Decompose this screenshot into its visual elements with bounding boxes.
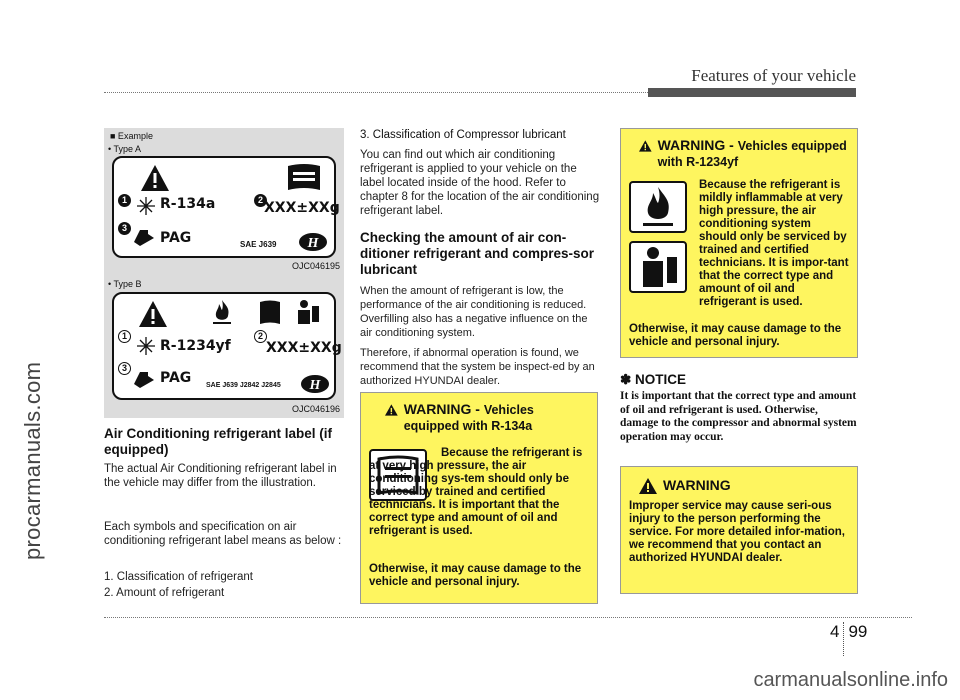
label-a-oil: PAG (160, 230, 192, 246)
notice-title: ✽ NOTICE (620, 372, 687, 387)
warning-title-rest: Vehicles equipped with R-1234yf (657, 139, 847, 169)
header-bar (648, 88, 856, 97)
section-title-refrigerant-label: Air Conditioning refrigerant label (if equipped) (104, 426, 333, 457)
chapter-number: 4 (830, 622, 840, 641)
technician-icon (294, 298, 322, 326)
refrigerant-star-icon (136, 196, 156, 216)
label-number-2: 2 (254, 194, 267, 207)
oil-can-icon (132, 370, 158, 390)
warning-triangle-icon (639, 138, 652, 154)
label-b-refrigerant: R-1234yf (160, 338, 231, 354)
label-number-3: 3 (118, 362, 131, 375)
warning-title-bold: WARNING - (657, 137, 734, 153)
warning-consequence-r134a: Otherwise, it may cause damage to the vehicle and personal injury. (369, 563, 582, 588)
warning-title: WARNING (663, 477, 731, 493)
svg-text:H: H (309, 378, 321, 393)
warning-box-r134a (360, 392, 598, 604)
warning-body-r1234yf: Because the refrigerant is mildly inflammable at very high pressure, the air conditioning system should only be serviced by trained and certified technicians. It is impor-tant that the correct type and amount of oil and refrigerant is used. (699, 179, 849, 308)
warning-triangle-icon (138, 300, 168, 328)
svg-text:H: H (307, 236, 319, 251)
label-a-refrigerant: R-134a (160, 196, 216, 212)
label-number-2: 2 (254, 330, 267, 343)
label-b-amount: XXX±XXg (266, 340, 342, 356)
warning-box-service (620, 466, 858, 594)
list-item-3: 3. Classification of Compressor lubricant (360, 129, 566, 141)
hyundai-logo-icon (300, 374, 330, 394)
column-two (360, 128, 600, 388)
footer-divider (104, 617, 912, 618)
warning-heading (369, 401, 589, 433)
warning-consequence-r1234yf: Otherwise, it may cause damage to the vehicle and personal injury. (629, 323, 842, 348)
figure-code-a: OJC046195 (291, 261, 340, 271)
hyundai-logo-icon (298, 232, 328, 252)
warning-heading (629, 137, 849, 169)
type-b-caption: • Type B (108, 279, 142, 289)
flame-pictogram (629, 181, 687, 233)
section-title-checking: Checking the amount of air con-ditioner refrigerant and compres-sor lubricant (360, 230, 595, 277)
paragraph-label-differ: The actual Air Conditioning refrigerant label in the vehicle may differ from the illustration. (104, 463, 337, 489)
list-item-1: 1. Classification of refrigerant (104, 571, 253, 583)
notice-body: It is important that the correct type and amount of oil and refrigerant is used. Otherwise, damage to the compressor and abnormal system operation may occur. (620, 390, 857, 443)
list-item-2: 2. Amount of refrigerant (104, 587, 225, 599)
manual-book-icon (258, 298, 282, 326)
warning-triangle-icon (385, 402, 398, 418)
type-a-caption: • Type A (108, 144, 142, 154)
warning-title-bold: WARNING - (403, 401, 480, 417)
technician-icon (631, 243, 685, 291)
warning-body-service: Improper service may cause seri-ous injury to the person performing the service. For more detailed infor-mation, we recommend that you contact an authorized HYUNDAI dealer. (629, 500, 845, 564)
page-number (830, 622, 867, 656)
manual-book-icon (286, 162, 322, 192)
header-title: Features of your vehicle (691, 66, 856, 85)
label-number-3: 3 (118, 222, 131, 235)
flame-icon (210, 298, 234, 326)
oil-can-icon (132, 228, 158, 248)
warning-title-rest: Vehicles equipped with R-134a (403, 403, 534, 433)
warning-triangle-icon (639, 478, 657, 494)
paragraph-abnormal: Therefore, if abnormal operation is found, we recommend that the system be inspect-ed by an authorized HYUNDAI dealer. (360, 347, 595, 387)
warning-triangle-icon (140, 164, 170, 192)
side-watermark[interactable]: procarmanuals.com (20, 361, 45, 560)
refrigerant-star-icon (136, 336, 156, 356)
page-number-value: 99 (848, 622, 868, 641)
paragraph-low-refrigerant: When the amount of refrigerant is low, the performance of the air conditioning is reduced. Overfilling also has a negative influence on the air conditioning system. (360, 285, 588, 339)
label-b-oil: PAG (160, 370, 192, 386)
label-b-standard: SAE J639 J2842 J2845 (206, 382, 281, 389)
bottom-watermark[interactable]: carmanualsonline.info (753, 669, 948, 691)
label-a-amount: XXX±XXg (264, 200, 340, 216)
refrigerant-label-figure (104, 128, 344, 418)
technician-pictogram (629, 241, 687, 293)
warning-box-r1234yf (620, 128, 858, 358)
label-number-1: 1 (118, 330, 131, 343)
figure-code-b: OJC046196 (291, 404, 340, 414)
label-card-type-b (112, 292, 342, 400)
example-caption: ■ Example (110, 131, 153, 141)
label-card-type-a (112, 156, 340, 258)
flame-icon (631, 183, 685, 231)
warning-heading (629, 477, 849, 494)
page-separator (843, 622, 844, 656)
label-number-1: 1 (118, 194, 131, 207)
warning-body-r134a: Because the refrigerant is at very high pressure, the air conditioning sys-tem should only be serviced by trained and certified technicians. It is important that the correct type and amount of oil and refrigerant is used. (369, 447, 583, 537)
paragraph-symbols: Each symbols and specification on air conditioning refrigerant label means as below : (104, 521, 342, 547)
header-divider (104, 92, 648, 93)
label-a-standard: SAE J639 (240, 240, 277, 249)
paragraph-find-refrigerant: You can find out which air conditioning refrigerant is applied to your vehicle on the label located inside of the hood. Refer to chapter 8 for the location of the air conditioning refrigerant label. (360, 149, 600, 217)
